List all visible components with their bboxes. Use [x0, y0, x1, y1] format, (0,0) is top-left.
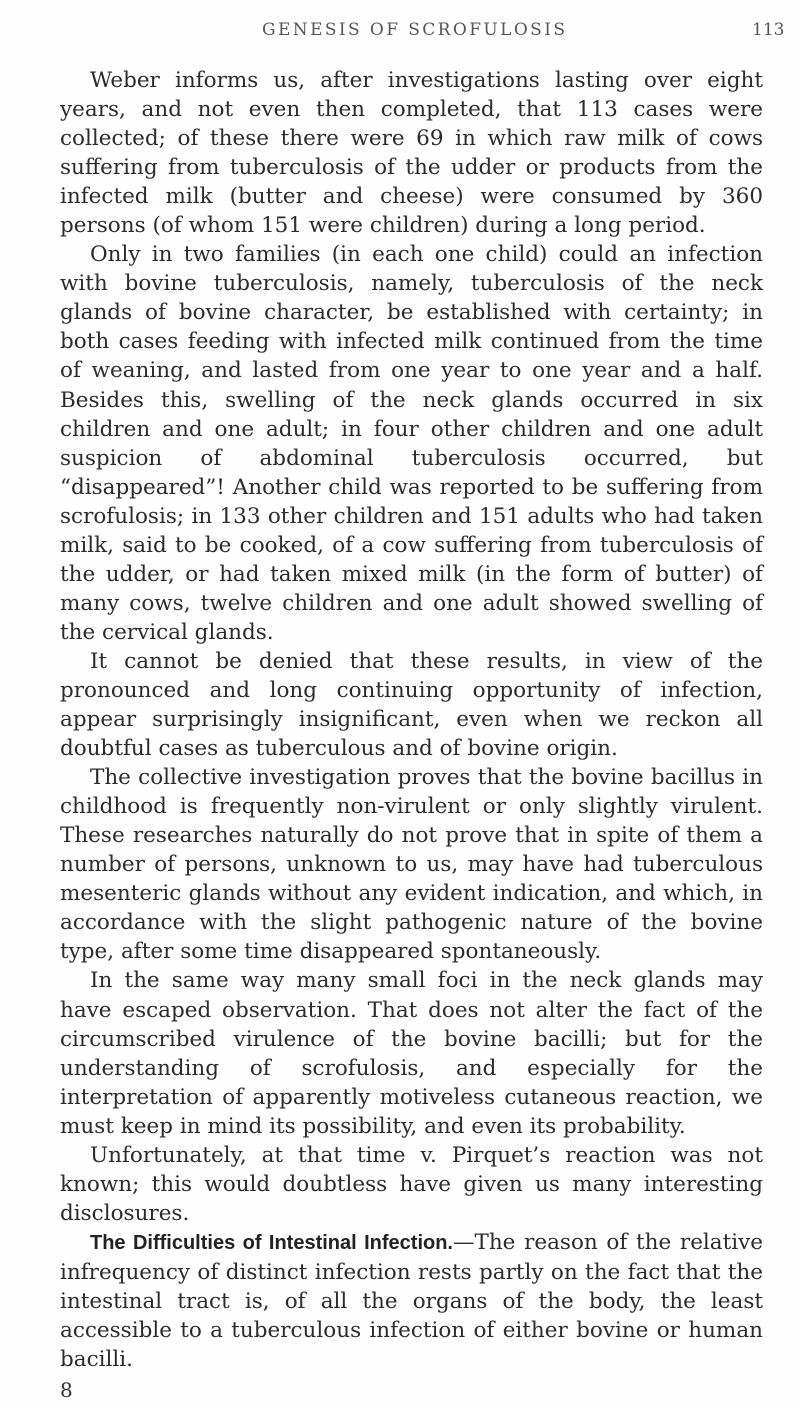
- paragraph-intestinal-infection: [60, 1228, 763, 1374]
- paragraph-results: It cannot be denied that these results, in view of the pronounced and long continuing opportunity of infection, appear surprisingly insignificant, even when we reckon all doubtful cases as tuberculous and of bovine origin.: [60, 648, 763, 762]
- signature-mark: 8: [60, 1378, 73, 1403]
- page-number: 113: [752, 20, 785, 40]
- paragraph-pirquet: Unfortunately, at that time v. Pirquet’s reaction was not known; this would doubtless have given us many interesting disclosures.: [60, 1142, 763, 1226]
- paragraph-weber: Weber informs us, after investigations lasting over eight years, and not even then completed, that 113 cases were collected; of these there were 69 in which raw milk of cows suffering from tuberculosis of the udder or products from the infected milk (butter and cheese) were consumed by 360 persons (of whom 151 were children) during a long period.: [60, 68, 763, 239]
- body-text: [60, 66, 763, 1405]
- paragraph-investigation: The collective investigation proves that the bovine bacillus in childhood is frequently non-virulent or only slightly virulent. These researches naturally do not prove that in spite of them a number of persons, unknown to us, may have had tuberculous mesenteric glands without any evident indication, and which, in accordance with the slight pathogenic nature of the bovine type, after some time disappeared spontaneously.: [60, 765, 763, 965]
- running-title: GENESIS OF SCROFULOSIS: [262, 20, 568, 40]
- section-text: —The reason of the relative infrequency of distinct infection rests partly on the fact that the intestinal tract is, of all the organs of the body, the least accessible to a tuberculous infection of either bovine or human bacilli.: [60, 1229, 763, 1373]
- running-head: [0, 20, 800, 44]
- paragraph-families: Only in two families (in each one child) could an infection with bovine tuberculosis, namely, tuberculosis of the neck glands of bovine character, be established with certainty; in both cases feeding with infected milk continued from the time of weaning, and lasted from one year to one year and a half. Besides this, swelling of the neck glands occurred in six children and one adult; in four other children and one adult suspicion of abdominal tuberculosis occurred, but “disappeared”! Another child was reported to be suffering from scrofulosis; in 133 other children and 151 adults who had taken milk, said to be cooked, of a cow suffering from tuberculosis of the udder, or had taken mixed milk (in the form of butter) of many cows, twelve children and one adult showed swelling of the cervical glands.: [60, 242, 763, 645]
- paragraph-neck-glands: In the same way many small foci in the neck glands may have escaped observation. That does not alter the fact of the circumscribed virulence of the bovine bacilli; but for the understanding of scrofulosis, and especially for the interpretation of apparently motiveless cutaneous reaction, we must keep in mind its possibility, and even its probability.: [60, 968, 763, 1139]
- section-heading: The Difficulties of Intestinal Infection.: [90, 1231, 453, 1254]
